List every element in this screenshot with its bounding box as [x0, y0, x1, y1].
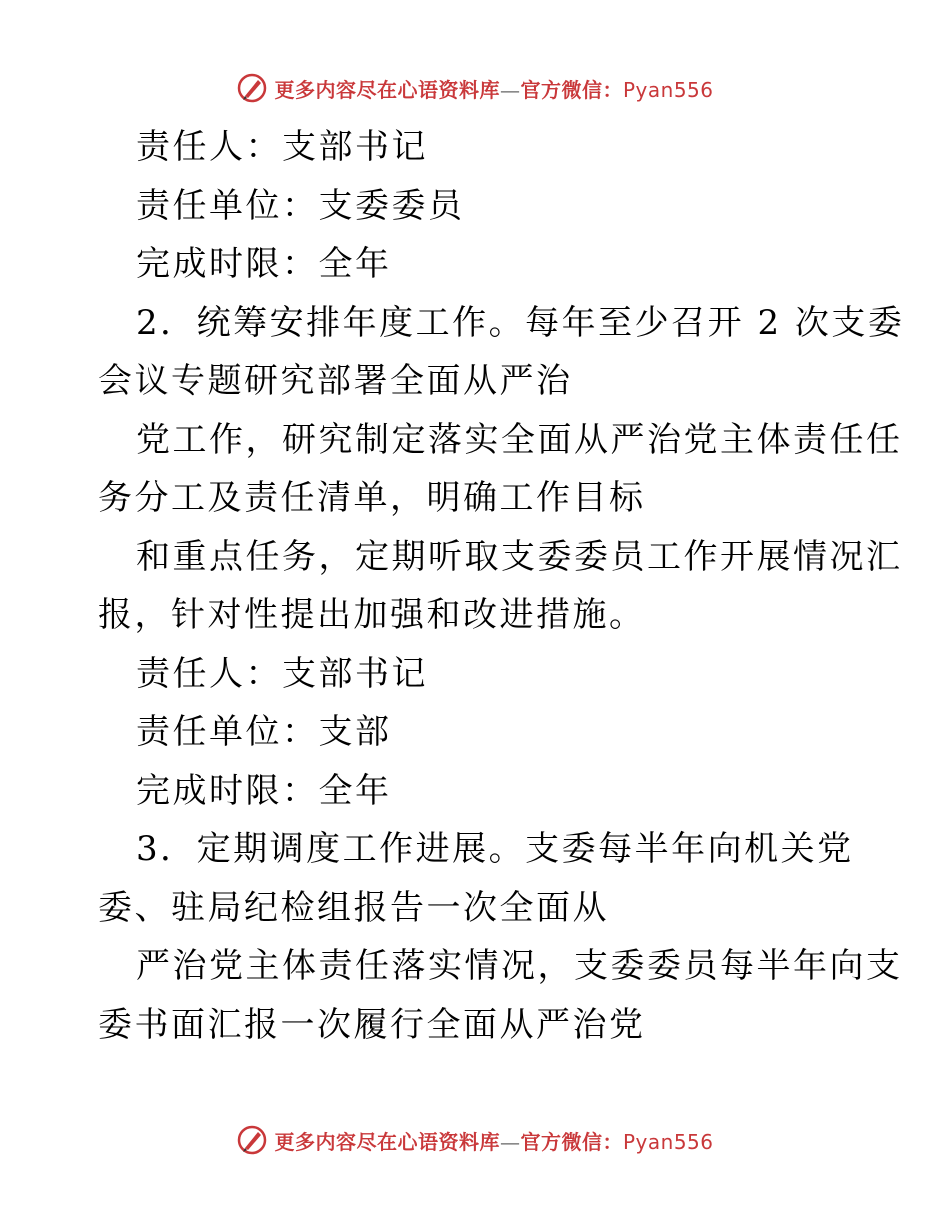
header-watermark: [0, 72, 950, 104]
text-line: 3．定期调度工作进展。支委每半年向机关党: [136, 829, 854, 869]
text-line: 完成时限：全年: [136, 770, 392, 811]
text-line: 责任人：支部书记: [136, 127, 428, 167]
text-line: 和重点任务，定期听取支委委员工作开展情况汇: [136, 536, 903, 577]
quill-logo-icon: [236, 72, 268, 104]
text-line: 报，针对性提出加强和改进措施。: [98, 595, 646, 635]
text-line: 严治党主体责任落实情况，支委委员每半年向支: [136, 946, 903, 986]
text-line: 委、驻局纪检组报告一次全面从: [98, 887, 609, 928]
text-line: 会议专题研究部署全面从严治: [98, 361, 573, 401]
text-line: 务分工及责任清单，明确工作目标: [98, 478, 646, 518]
watermark-text: 更多内容尽在心语资料库—官方微信：Pyan556: [274, 77, 714, 102]
text-line: 党工作，研究制定落实全面从严治党主体责任任: [136, 419, 903, 460]
text-line: 委书面汇报一次履行全面从严治党: [98, 1004, 646, 1045]
text-line: 2．统筹安排年度工作。每年至少召开 2 次支委: [136, 302, 905, 343]
quill-logo-icon: [236, 1124, 268, 1156]
text-line: 责任人：支部书记: [136, 653, 428, 694]
text-line: 责任单位：支委委员: [136, 185, 465, 226]
text-line: 完成时限：全年: [136, 244, 392, 284]
watermark-text: 更多内容尽在心语资料库—官方微信：Pyan556: [274, 1129, 714, 1154]
text-line: 责任单位：支部: [136, 712, 392, 752]
footer-watermark: [0, 1124, 950, 1156]
document-body: [98, 118, 905, 1054]
